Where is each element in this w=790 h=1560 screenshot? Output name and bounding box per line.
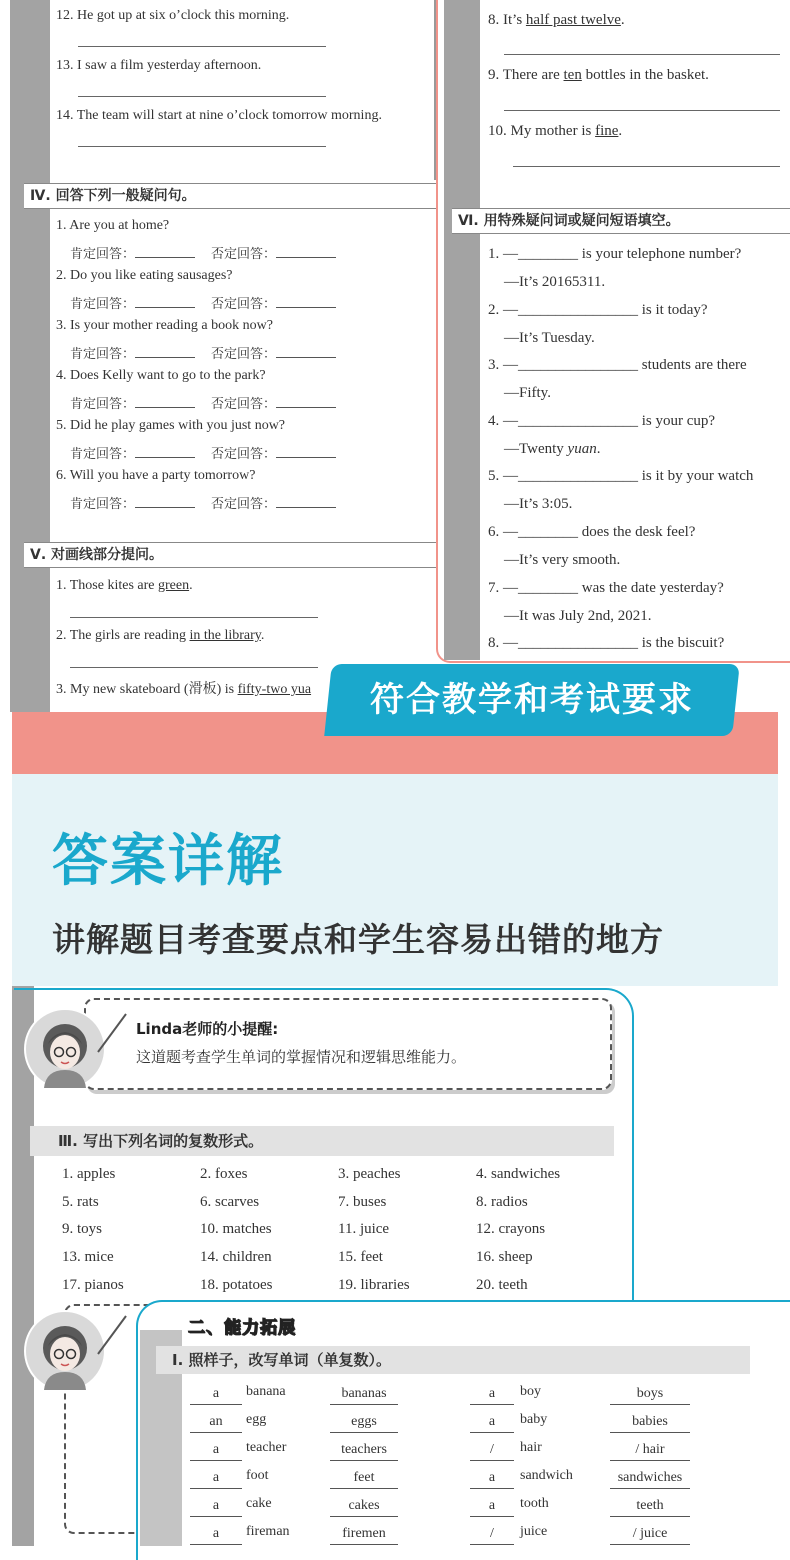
ability-answer: sandwiches — [610, 1468, 690, 1489]
ability-word: juice — [520, 1524, 548, 1539]
yes-blank[interactable] — [135, 445, 195, 458]
ability-answer: cakes — [330, 1496, 398, 1517]
question-13: 13. I saw a film yesterday afternoon. — [56, 58, 262, 73]
plural-answer: 3. peaches — [338, 1166, 401, 1182]
plural-answer: 18. potatoes — [200, 1276, 273, 1293]
tip-text: 这道题考查学生单词的掌握情况和逻辑思维能力。 — [136, 1048, 467, 1066]
ability-answer: teachers — [330, 1440, 398, 1461]
right-q10: 10. My mother is fine. — [488, 123, 623, 139]
pointer-stick-icon — [92, 1008, 132, 1058]
ability-answer: a — [470, 1468, 514, 1489]
plural-answer: 9. toys — [62, 1221, 103, 1238]
left-binding-strip — [10, 0, 50, 712]
ability-word: egg — [246, 1412, 267, 1427]
sec5-item-2: 2. The girls are reading in the library. — [56, 628, 265, 643]
yes-label: 肯定回答： — [70, 347, 136, 362]
ability-sec1-title: Ⅰ. 照样子，改写单词（单复数）。 — [156, 1346, 750, 1374]
sec4-question: 4. Does Kelly want to go to the park? — [56, 368, 266, 383]
plural-answer: 13. mice — [62, 1249, 114, 1266]
sec6-question: 2. —________________ is it today? — [488, 301, 708, 318]
sec6-answer: —It’s 3:05. — [504, 496, 573, 513]
plural-answer: 8. radios — [476, 1193, 528, 1210]
ability-answer: babies — [610, 1412, 690, 1433]
ability-answer: a — [190, 1468, 242, 1489]
sec4-answer-row — [70, 443, 336, 462]
ability-word: baby — [520, 1412, 548, 1427]
plural-answer: 5. rats — [62, 1193, 99, 1210]
ability-header: 二、能力拓展 — [188, 1318, 296, 1338]
sec6-question: 8. —________________ is the biscuit? — [488, 635, 725, 652]
yes-label: 肯定回答： — [70, 297, 136, 312]
sec4-question: 5. Did he play games with you just now? — [56, 418, 286, 433]
section-4-title: Ⅳ. 回答下列一般疑问句。 — [24, 183, 436, 209]
yes-label: 肯定回答： — [70, 397, 136, 412]
plural-answer: 4. sandwiches — [476, 1166, 561, 1182]
ability-word: fireman — [246, 1524, 290, 1539]
sec6-answer: —It was July 2nd, 2021. — [504, 607, 652, 624]
section-3-title: Ⅲ. 写出下列名词的复数形式。 — [30, 1126, 614, 1156]
sec6-question: 1. —________ is your telephone number? — [488, 246, 742, 262]
no-blank[interactable] — [276, 345, 336, 358]
sec6-answer: —It’s 20165311. — [504, 274, 606, 290]
no-label: 否定回答： — [211, 347, 277, 362]
yes-blank[interactable] — [135, 295, 195, 308]
no-label: 否定回答： — [211, 497, 277, 512]
no-label: 否定回答： — [211, 297, 277, 312]
ability-word: hair — [520, 1440, 542, 1455]
answer-title: 答案详解 — [52, 829, 284, 894]
no-label: 否定回答： — [211, 247, 277, 262]
tip-box — [84, 998, 612, 1090]
sec4-question: 6. Will you have a party tomorrow? — [56, 468, 256, 483]
sec6-question: 3. —________________ students are there — [488, 357, 747, 374]
question-14: 14. The team will start at nine o’clock tomorrow morning. — [56, 108, 382, 123]
sec4-question: 3. Is your mother reading a book now? — [56, 318, 273, 333]
sec4-answer-row — [70, 293, 336, 312]
ability-answer: a — [190, 1440, 242, 1461]
section-5-title: Ⅴ. 对画线部分提问。 — [24, 542, 436, 568]
ability-word: banana — [246, 1384, 286, 1399]
ability-answer: bananas — [330, 1384, 398, 1405]
ability-answer: a — [470, 1496, 514, 1517]
sec6-answer: —It’s very smooth. — [504, 552, 621, 568]
ability-answer: / hair — [610, 1440, 690, 1461]
plural-answer: 15. feet — [338, 1249, 383, 1266]
pointer-stick-icon-2 — [92, 1310, 132, 1360]
sec4-answer-row — [70, 243, 336, 262]
sec6-question: 5. —________________ is it by your watch — [488, 468, 754, 485]
no-blank[interactable] — [276, 395, 336, 408]
yes-blank[interactable] — [135, 345, 195, 358]
ability-word: cake — [246, 1496, 272, 1511]
sec4-answer-row — [70, 343, 336, 362]
section-6-title: Ⅵ. 用特殊疑问词或疑问短语填空。 — [452, 208, 790, 234]
yes-label: 肯定回答： — [70, 247, 136, 262]
ability-answer: / juice — [610, 1524, 690, 1545]
plural-answer: 2. foxes — [200, 1166, 248, 1182]
plural-answer: 7. buses — [338, 1193, 387, 1210]
no-label: 否定回答： — [211, 447, 277, 462]
right-binding-strip — [444, 0, 480, 660]
ability-answer: a — [190, 1524, 242, 1545]
plural-answer: 16. sheep — [476, 1249, 533, 1266]
sec4-answer-row — [70, 493, 336, 512]
sec6-question: 4. —________________ is your cup? — [488, 412, 716, 429]
yes-label: 肯定回答： — [70, 447, 136, 462]
ability-word: foot — [246, 1468, 269, 1483]
yes-label: 肯定回答： — [70, 497, 136, 512]
ability-word: teacher — [246, 1440, 287, 1455]
plural-answer: 17. pianos — [62, 1276, 124, 1293]
sec6-question: 7. —________ was the date yesterday? — [488, 579, 724, 596]
ability-answer: boys — [610, 1384, 690, 1405]
plural-answer: 6. scarves — [200, 1193, 260, 1210]
plural-answer: 19. libraries — [338, 1276, 410, 1293]
ability-word: tooth — [520, 1496, 549, 1511]
ability-answer: feet — [330, 1468, 398, 1489]
no-blank[interactable] — [276, 445, 336, 458]
sec6-answer: —It’s Tuesday. — [504, 329, 595, 346]
no-blank[interactable] — [276, 295, 336, 308]
no-blank[interactable] — [276, 495, 336, 508]
ability-answer: a — [190, 1384, 242, 1405]
tip-title: Linda老师的小提醒: — [136, 1020, 279, 1038]
yes-blank[interactable] — [135, 495, 195, 508]
ability-word: sandwich — [520, 1468, 573, 1483]
plural-answer: 11. juice — [338, 1221, 390, 1238]
ability-answer: / — [470, 1440, 514, 1461]
ability-answer: / — [470, 1524, 514, 1545]
sec6-answer: —Twenty yuan. — [504, 440, 601, 457]
right-q9: 9. There are ten bottles in the basket. — [488, 67, 709, 83]
ability-answer: teeth — [610, 1496, 690, 1517]
ability-answer: eggs — [330, 1412, 398, 1433]
worksheet-top — [0, 0, 790, 712]
ability-answer: a — [470, 1412, 514, 1433]
ability-answer: an — [190, 1412, 242, 1433]
sec6-answer: —Fifty. — [504, 385, 551, 402]
ability-answer: a — [470, 1384, 514, 1405]
no-label: 否定回答： — [211, 397, 277, 412]
sec6-question: 6. —________ does the desk feel? — [488, 524, 696, 540]
ability-answer: a — [190, 1496, 242, 1517]
plural-answer: 14. children — [200, 1249, 272, 1266]
sec5-item-3: 3. My new skateboard (滑板) is fifty-two yua — [56, 682, 312, 697]
no-blank[interactable] — [276, 245, 336, 258]
answer-subtitle: 讲解题目考查要点和学生容易出错的地方 — [52, 920, 664, 959]
plural-answer: 12. crayons — [476, 1221, 546, 1238]
plural-answer: 1. apples — [62, 1166, 116, 1182]
ability-word: boy — [520, 1384, 541, 1399]
right-q8: 8. It’s half past twelve. — [488, 12, 625, 28]
teaching-banner-text: 符合教学和考试要求 — [370, 680, 694, 720]
sec5-item-1: 1. Those kites are green. — [56, 578, 193, 593]
sec4-answer-row — [70, 393, 336, 412]
plural-answer: 10. matches — [200, 1221, 272, 1238]
yes-blank[interactable] — [135, 245, 195, 258]
yes-blank[interactable] — [135, 395, 195, 408]
sec4-question: 1. Are you at home? — [56, 218, 170, 233]
question-12: 12. He got up at six o’clock this morning. — [56, 8, 290, 23]
ability-answer: firemen — [330, 1524, 398, 1545]
sec4-question: 2. Do you like eating sausages? — [56, 268, 233, 283]
plural-answer: 20. teeth — [476, 1276, 528, 1293]
